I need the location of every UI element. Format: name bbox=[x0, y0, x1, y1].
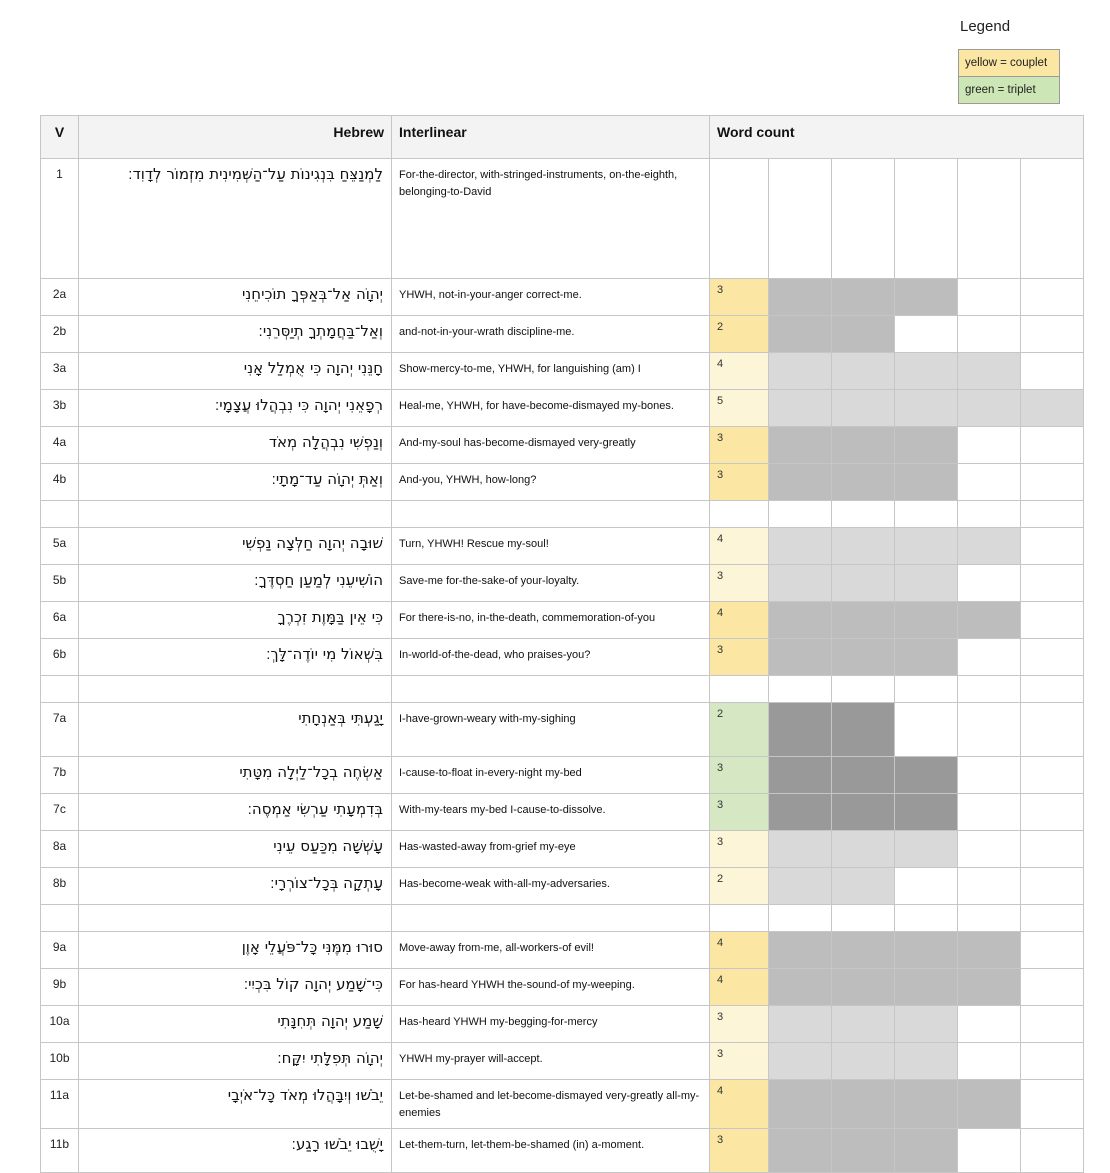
verse-id-cell bbox=[41, 501, 79, 528]
interlinear-text: Move-away from-me, all-workers-of evil! bbox=[392, 932, 710, 969]
word-count-bar-cell bbox=[769, 528, 832, 565]
word-count-bar-cell bbox=[958, 831, 1021, 868]
interlinear-text: Heal-me, YHWH, for have-become-dismayed my-bones. bbox=[392, 390, 710, 427]
word-count-cell: 4 bbox=[710, 969, 769, 1006]
interlinear-cell bbox=[392, 501, 710, 528]
word-count-cell: 3 bbox=[710, 427, 769, 464]
verse-id-cell: 9a bbox=[41, 932, 79, 969]
verse-row bbox=[41, 316, 1084, 353]
word-count-bar-cell bbox=[1021, 316, 1084, 353]
legend-swatch-couplet: yellow = couplet bbox=[958, 49, 1060, 77]
word-count-bar-cell bbox=[832, 353, 895, 390]
verse-row bbox=[41, 757, 1084, 794]
word-count-bar-cell bbox=[832, 676, 895, 703]
word-count-bar-cell bbox=[832, 427, 895, 464]
word-count-cell: 3 bbox=[710, 565, 769, 602]
verse-row bbox=[41, 353, 1084, 390]
verse-row bbox=[41, 528, 1084, 565]
verse-id-cell: 4a bbox=[41, 427, 79, 464]
hebrew-text: בִּשְׁאוֹל מִי יוֹדֶה־לָּךְ׃ bbox=[79, 639, 392, 676]
spacer-row bbox=[41, 501, 1084, 528]
word-count-bar-cell bbox=[895, 676, 958, 703]
word-count-bar-cell bbox=[769, 159, 832, 279]
verse-row bbox=[41, 1006, 1084, 1043]
hebrew-text: שָׁמַע יְהוָה תְּחִנָּתִי bbox=[79, 1006, 392, 1043]
word-count-bar-cell bbox=[769, 831, 832, 868]
verse-row bbox=[41, 969, 1084, 1006]
hebrew-text: יְהוָֹה אַל־בְּאַפְּךָ תוֹכִיחֵנִי bbox=[79, 279, 392, 316]
word-count-bar-cell bbox=[769, 602, 832, 639]
word-count-cell bbox=[710, 501, 769, 528]
word-count-cell: 4 bbox=[710, 602, 769, 639]
word-count-bar-cell bbox=[1021, 353, 1084, 390]
word-count-bar-cell bbox=[769, 316, 832, 353]
word-count-bar-cell bbox=[832, 1006, 895, 1043]
interlinear-text: And-my-soul has-become-dismayed very-greatly bbox=[392, 427, 710, 464]
verse-id-cell: 5b bbox=[41, 565, 79, 602]
verse-id-cell: 3a bbox=[41, 353, 79, 390]
word-count-bar-cell bbox=[895, 831, 958, 868]
hebrew-text: סוּרוּ מִמֶּנִּי כָּל־פֹּעֲלֵי אָוֶן bbox=[79, 932, 392, 969]
word-count-bar-cell bbox=[769, 757, 832, 794]
word-count-bar-cell bbox=[1021, 703, 1084, 757]
word-count-bar-cell bbox=[958, 528, 1021, 565]
word-count-bar-cell bbox=[1021, 565, 1084, 602]
word-count-bar-cell bbox=[958, 501, 1021, 528]
hebrew-text: שׁוּבָה יְהוָה חַלְּצָה נַפְשִׁי bbox=[79, 528, 392, 565]
word-count-bar-cell bbox=[832, 1129, 895, 1173]
word-count-bar-cell bbox=[895, 969, 958, 1006]
interlinear-text: Has-wasted-away from-grief my-eye bbox=[392, 831, 710, 868]
word-count-cell: 3 bbox=[710, 831, 769, 868]
verse-id-cell: 2b bbox=[41, 316, 79, 353]
word-count-bar-cell bbox=[895, 528, 958, 565]
word-count-bar-cell bbox=[895, 794, 958, 831]
word-count-bar-cell bbox=[958, 565, 1021, 602]
word-count-bar-cell bbox=[832, 316, 895, 353]
word-count-bar-cell bbox=[832, 1043, 895, 1080]
verse-row bbox=[41, 794, 1084, 831]
hebrew-text: יֵבֹשׁוּ וְיִבָּהֲלוּ מְאֹד כָּל־אֹיְבָי bbox=[79, 1080, 392, 1129]
word-count-cell: 3 bbox=[710, 279, 769, 316]
word-count-bar-cell bbox=[1021, 602, 1084, 639]
hebrew-text: הוֹשִׁיעֵנִי לְמַעַן חַסְדֶּךָ׃ bbox=[79, 565, 392, 602]
word-count-bar-cell bbox=[1021, 905, 1084, 932]
word-count-bar-cell bbox=[895, 501, 958, 528]
word-count-bar-cell bbox=[832, 757, 895, 794]
word-count-cell: 3 bbox=[710, 464, 769, 501]
word-count-bar-cell bbox=[958, 602, 1021, 639]
word-count-bar-cell bbox=[1021, 831, 1084, 868]
interlinear-text: Has-become-weak with-all-my-adversaries. bbox=[392, 868, 710, 905]
word-count-cell bbox=[710, 905, 769, 932]
verse-id-cell: 7b bbox=[41, 757, 79, 794]
word-count-bar-cell bbox=[769, 639, 832, 676]
interlinear-cell bbox=[392, 676, 710, 703]
word-count-bar-cell bbox=[1021, 868, 1084, 905]
word-count-bar-cell bbox=[832, 565, 895, 602]
word-count-cell: 2 bbox=[710, 703, 769, 757]
verse-row bbox=[41, 1080, 1084, 1129]
verse-id-cell: 7a bbox=[41, 703, 79, 757]
verse-row bbox=[41, 427, 1084, 464]
word-count-bar-cell bbox=[958, 464, 1021, 501]
word-count-bar-cell bbox=[895, 279, 958, 316]
verse-row bbox=[41, 1129, 1084, 1173]
word-count-bar-cell bbox=[832, 528, 895, 565]
psalm-word-count-table bbox=[40, 115, 1084, 1173]
word-count-bar-cell bbox=[769, 703, 832, 757]
word-count-cell bbox=[710, 159, 769, 279]
word-count-cell bbox=[710, 676, 769, 703]
interlinear-text: For there-is-no, in-the-death, commemoration-of-you bbox=[392, 602, 710, 639]
word-count-bar-cell bbox=[832, 390, 895, 427]
verse-row bbox=[41, 703, 1084, 757]
verse-id-cell: 10b bbox=[41, 1043, 79, 1080]
word-count-cell: 3 bbox=[710, 639, 769, 676]
word-count-bar-cell bbox=[769, 1006, 832, 1043]
word-count-bar-cell bbox=[958, 794, 1021, 831]
word-count-bar-cell bbox=[832, 279, 895, 316]
word-count-bar-cell bbox=[1021, 501, 1084, 528]
hebrew-cell bbox=[79, 501, 392, 528]
verse-row bbox=[41, 602, 1084, 639]
verse-id-cell: 3b bbox=[41, 390, 79, 427]
verse-row bbox=[41, 279, 1084, 316]
word-count-bar-cell bbox=[895, 464, 958, 501]
hebrew-text: כִּי־שָׁמַע יְהוָה קוֹל בִּכְיִי׃ bbox=[79, 969, 392, 1006]
verse-row bbox=[41, 159, 1084, 279]
word-count-bar-cell bbox=[895, 639, 958, 676]
word-count-bar-cell bbox=[895, 905, 958, 932]
verse-row bbox=[41, 639, 1084, 676]
word-count-bar-cell bbox=[1021, 639, 1084, 676]
verse-id-cell: 7c bbox=[41, 794, 79, 831]
word-count-bar-cell bbox=[832, 639, 895, 676]
word-count-bar-cell bbox=[769, 427, 832, 464]
word-count-bar-cell bbox=[769, 390, 832, 427]
verse-id-cell: 4b bbox=[41, 464, 79, 501]
word-count-bar-cell bbox=[895, 159, 958, 279]
verse-id-cell: 11b bbox=[41, 1129, 79, 1173]
verse-row bbox=[41, 831, 1084, 868]
word-count-bar-cell bbox=[895, 602, 958, 639]
legend bbox=[958, 18, 1078, 104]
word-count-cell: 2 bbox=[710, 868, 769, 905]
word-count-bar-cell bbox=[832, 831, 895, 868]
hebrew-cell bbox=[79, 905, 392, 932]
word-count-bar-cell bbox=[769, 676, 832, 703]
hebrew-text: יָשֻׁבוּ יֵבֹשׁוּ רָגַע׃ bbox=[79, 1129, 392, 1173]
verse-id-cell: 6b bbox=[41, 639, 79, 676]
word-count-bar-cell bbox=[769, 1043, 832, 1080]
interlinear-text: With-my-tears my-bed I-cause-to-dissolve. bbox=[392, 794, 710, 831]
word-count-bar-cell bbox=[895, 427, 958, 464]
word-count-bar-cell bbox=[895, 868, 958, 905]
word-count-bar-cell bbox=[958, 390, 1021, 427]
word-count-bar-cell bbox=[958, 1043, 1021, 1080]
word-count-bar-cell bbox=[1021, 159, 1084, 279]
word-count-bar-cell bbox=[1021, 390, 1084, 427]
verse-row bbox=[41, 932, 1084, 969]
word-count-bar-cell bbox=[832, 794, 895, 831]
interlinear-text: In-world-of-the-dead, who praises-you? bbox=[392, 639, 710, 676]
word-count-bar-cell bbox=[769, 932, 832, 969]
hebrew-text: אַשְׂחֶה בְכָל־לַיְלָה מִטָּתִי bbox=[79, 757, 392, 794]
verse-id-cell: 5a bbox=[41, 528, 79, 565]
word-count-bar-cell bbox=[769, 279, 832, 316]
word-count-bar-cell bbox=[1021, 528, 1084, 565]
interlinear-text: Let-be-shamed and let-become-dismayed very-greatly all-my-enemies bbox=[392, 1080, 710, 1129]
word-count-bar-cell bbox=[895, 757, 958, 794]
word-count-bar-cell bbox=[832, 159, 895, 279]
word-count-bar-cell bbox=[895, 1006, 958, 1043]
interlinear-text: Let-them-turn, let-them-be-shamed (in) a-moment. bbox=[392, 1129, 710, 1173]
word-count-bar-cell bbox=[958, 639, 1021, 676]
word-count-bar-cell bbox=[769, 464, 832, 501]
word-count-bar-cell bbox=[832, 969, 895, 1006]
hebrew-text: יָגַעְתִּי בְּאַנְחָתִי bbox=[79, 703, 392, 757]
word-count-bar-cell bbox=[958, 757, 1021, 794]
interlinear-text: Show-mercy-to-me, YHWH, for languishing (am) I bbox=[392, 353, 710, 390]
word-count-bar-cell bbox=[769, 794, 832, 831]
interlinear-cell bbox=[392, 905, 710, 932]
verse-id-cell: 11a bbox=[41, 1080, 79, 1129]
word-count-bar-cell bbox=[1021, 676, 1084, 703]
hebrew-text: חָנֵּנִי יְהוָה כִּי אֻמְלַל אָנִי bbox=[79, 353, 392, 390]
word-count-bar-cell bbox=[1021, 1006, 1084, 1043]
verse-id-cell: 2a bbox=[41, 279, 79, 316]
word-count-bar-cell bbox=[958, 676, 1021, 703]
verse-row bbox=[41, 390, 1084, 427]
hebrew-text: וְאַתְּ יְהוָֹה עַד־מָתָי׃ bbox=[79, 464, 392, 501]
hebrew-cell bbox=[79, 676, 392, 703]
interlinear-text: And-you, YHWH, how-long? bbox=[392, 464, 710, 501]
word-count-bar-cell bbox=[769, 353, 832, 390]
word-count-bar-cell bbox=[895, 703, 958, 757]
word-count-bar-cell bbox=[1021, 794, 1084, 831]
word-count-bar-cell bbox=[958, 159, 1021, 279]
word-count-cell: 3 bbox=[710, 1006, 769, 1043]
word-count-cell: 5 bbox=[710, 390, 769, 427]
word-count-bar-cell bbox=[958, 279, 1021, 316]
word-count-cell: 3 bbox=[710, 1129, 769, 1173]
verse-row bbox=[41, 464, 1084, 501]
word-count-bar-cell bbox=[958, 868, 1021, 905]
word-count-bar-cell bbox=[769, 1129, 832, 1173]
word-count-bar-cell bbox=[958, 932, 1021, 969]
interlinear-text: YHWH, not-in-your-anger correct-me. bbox=[392, 279, 710, 316]
word-count-bar-cell bbox=[895, 1129, 958, 1173]
hebrew-text: עָתְקָה בְּכָל־צוֹרְרָי׃ bbox=[79, 868, 392, 905]
hebrew-text: לַמְנַצֵּחַ בִּנְגִינוֹת עַל־הַשְּׁמִינִית מִזְמוֹר לְדָוִד׃ bbox=[79, 159, 392, 279]
word-count-bar-cell bbox=[769, 905, 832, 932]
interlinear-text: Save-me for-the-sake-of your-loyalty. bbox=[392, 565, 710, 602]
word-count-bar-cell bbox=[832, 501, 895, 528]
word-count-bar-cell bbox=[1021, 1129, 1084, 1173]
word-count-bar-cell bbox=[958, 1080, 1021, 1129]
verse-id-cell: 8a bbox=[41, 831, 79, 868]
word-count-bar-cell bbox=[832, 464, 895, 501]
word-count-cell: 3 bbox=[710, 757, 769, 794]
hebrew-text: כִּי אֵין בַּמָּוֶת זִכְרֶךָ bbox=[79, 602, 392, 639]
word-count-bar-cell bbox=[958, 316, 1021, 353]
word-count-bar-cell bbox=[832, 905, 895, 932]
word-count-bar-cell bbox=[769, 501, 832, 528]
word-count-bar-cell bbox=[1021, 464, 1084, 501]
word-count-bar-cell bbox=[769, 565, 832, 602]
word-count-bar-cell bbox=[895, 316, 958, 353]
header-interlinear: Interlinear bbox=[392, 116, 710, 159]
word-count-bar-cell bbox=[832, 703, 895, 757]
verse-id-cell: 1 bbox=[41, 159, 79, 279]
header-hebrew: Hebrew bbox=[79, 116, 392, 159]
word-count-bar-cell bbox=[1021, 279, 1084, 316]
word-count-cell: 4 bbox=[710, 1080, 769, 1129]
word-count-bar-cell bbox=[1021, 427, 1084, 464]
verse-id-cell: 6a bbox=[41, 602, 79, 639]
hebrew-text: עָשְׁשָׁה מִכַּעַס עֵינִי bbox=[79, 831, 392, 868]
word-count-bar-cell bbox=[958, 1129, 1021, 1173]
verse-id-cell bbox=[41, 676, 79, 703]
table-body bbox=[41, 159, 1084, 1173]
verse-id-cell: 8b bbox=[41, 868, 79, 905]
header-row bbox=[41, 116, 1084, 159]
word-count-bar-cell bbox=[1021, 1080, 1084, 1129]
word-count-bar-cell bbox=[832, 1080, 895, 1129]
verse-id-cell: 10a bbox=[41, 1006, 79, 1043]
interlinear-text: YHWH my-prayer will-accept. bbox=[392, 1043, 710, 1080]
word-count-bar-cell bbox=[832, 602, 895, 639]
word-count-bar-cell bbox=[769, 868, 832, 905]
word-count-bar-cell bbox=[958, 427, 1021, 464]
hebrew-text: רְפָאֵנִי יְהוָה כִּי נִבְהֲלוּ עֲצָמָי׃ bbox=[79, 390, 392, 427]
word-count-bar-cell bbox=[1021, 1043, 1084, 1080]
word-count-cell: 3 bbox=[710, 794, 769, 831]
word-count-bar-cell bbox=[1021, 757, 1084, 794]
interlinear-text: I-cause-to-float in-every-night my-bed bbox=[392, 757, 710, 794]
header-word-count: Word count bbox=[710, 116, 1084, 159]
word-count-cell: 4 bbox=[710, 528, 769, 565]
interlinear-text: and-not-in-your-wrath discipline-me. bbox=[392, 316, 710, 353]
word-count-bar-cell bbox=[895, 1080, 958, 1129]
word-count-cell: 3 bbox=[710, 1043, 769, 1080]
word-count-bar-cell bbox=[958, 353, 1021, 390]
header-verse: V bbox=[41, 116, 79, 159]
spacer-row bbox=[41, 676, 1084, 703]
hebrew-text: בְּדִמְעָתִי עַרְשִׂי אַמְסֶה׃ bbox=[79, 794, 392, 831]
word-count-cell: 4 bbox=[710, 353, 769, 390]
word-count-cell: 4 bbox=[710, 932, 769, 969]
word-count-bar-cell bbox=[958, 703, 1021, 757]
word-count-bar-cell bbox=[769, 969, 832, 1006]
word-count-bar-cell bbox=[958, 1006, 1021, 1043]
verse-row bbox=[41, 1043, 1084, 1080]
interlinear-text: Has-heard YHWH my-begging-for-mercy bbox=[392, 1006, 710, 1043]
word-count-bar-cell bbox=[769, 1080, 832, 1129]
hebrew-text: וְאַל־בַּחֲמָתְךָ תְיַסְּרֵנִי׃ bbox=[79, 316, 392, 353]
interlinear-text: For has-heard YHWH the-sound-of my-weeping. bbox=[392, 969, 710, 1006]
spacer-row bbox=[41, 905, 1084, 932]
word-count-bar-cell bbox=[1021, 932, 1084, 969]
word-count-bar-cell bbox=[895, 353, 958, 390]
verse-id-cell bbox=[41, 905, 79, 932]
interlinear-text: For-the-director, with-stringed-instruments, on-the-eighth, belonging-to-David bbox=[392, 159, 710, 279]
interlinear-text: Turn, YHWH! Rescue my-soul! bbox=[392, 528, 710, 565]
verse-row bbox=[41, 868, 1084, 905]
word-count-bar-cell bbox=[895, 390, 958, 427]
word-count-bar-cell bbox=[895, 565, 958, 602]
word-count-bar-cell bbox=[832, 868, 895, 905]
word-count-bar-cell bbox=[1021, 969, 1084, 1006]
word-count-bar-cell bbox=[958, 905, 1021, 932]
word-count-bar-cell bbox=[895, 1043, 958, 1080]
interlinear-text: I-have-grown-weary with-my-sighing bbox=[392, 703, 710, 757]
word-count-bar-cell bbox=[958, 969, 1021, 1006]
word-count-cell: 2 bbox=[710, 316, 769, 353]
verse-row bbox=[41, 565, 1084, 602]
hebrew-text: יְהוָֹה תְּפִלָּתִי יִקָּח׃ bbox=[79, 1043, 392, 1080]
word-count-bar-cell bbox=[895, 932, 958, 969]
hebrew-text: וְנַפְשִׁי נִבְהֲלָה מְאֹד bbox=[79, 427, 392, 464]
verse-id-cell: 9b bbox=[41, 969, 79, 1006]
legend-swatch-triplet: green = triplet bbox=[958, 77, 1060, 104]
word-count-bar-cell bbox=[832, 932, 895, 969]
legend-title: Legend bbox=[960, 18, 1011, 35]
